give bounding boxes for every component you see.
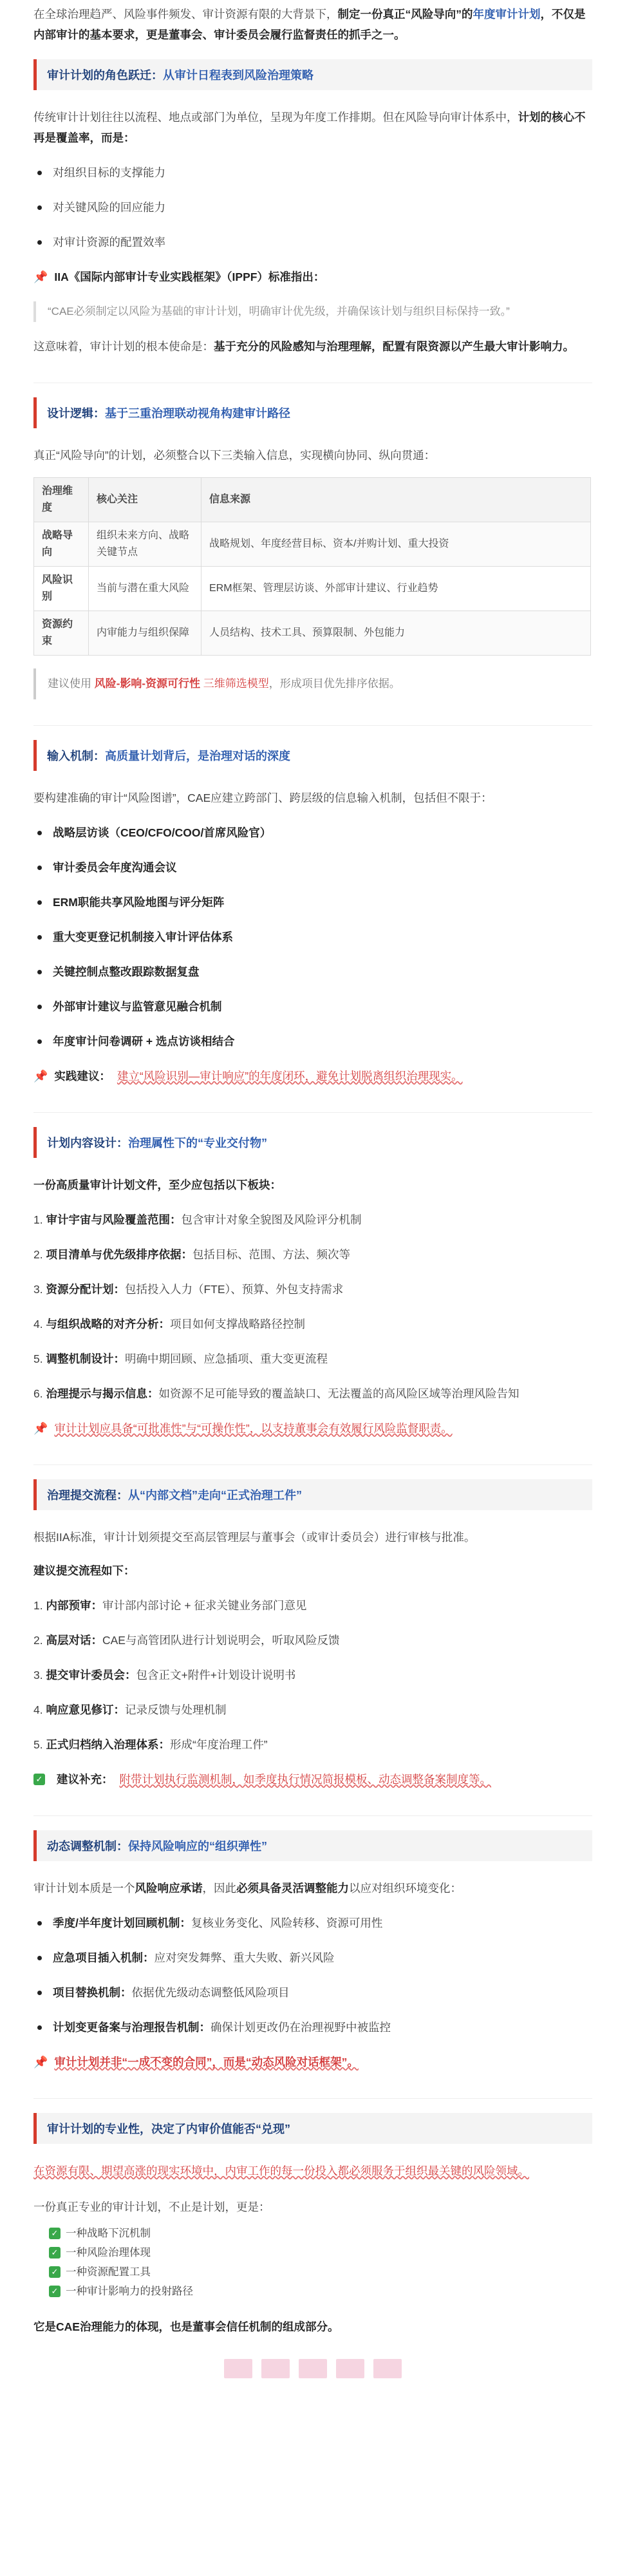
list-item: 审计委员会年度沟通会议	[33, 857, 592, 878]
s7-paragraph: 在资源有限、期望高涨的现实环境中，内审工作的每一份投入都必须服务于组织最关键的风险领域。	[33, 2164, 529, 2177]
s4-numbered-list	[33, 1209, 592, 1404]
list-item: ERM职能共享风险地图与评分矩阵	[33, 892, 592, 913]
list-item: 年度审计问卷调研 + 选点访谈相结合	[33, 1031, 592, 1052]
s4-paragraph: 一份高质量审计计划文件，至少应包括以下板块：	[33, 1179, 281, 1191]
list-item: 对关键风险的回应能力	[33, 197, 592, 218]
s1-bullet-list	[33, 162, 592, 252]
pushpin-icon: 📌	[33, 270, 48, 283]
list-item: 对审计资源的配置效率	[33, 232, 592, 252]
list-item: 3. 资源分配计划：包括投入人力（FTE）、预算、外包支持需求	[33, 1283, 344, 1296]
list-item: 计划变更备案与治理报告机制：确保计划更改仍在治理视野中被监控	[33, 2017, 592, 2038]
list-item: 重大变更登记机制接入审计评估体系	[33, 927, 592, 947]
checkbox-icon: ✓	[49, 2228, 61, 2239]
checkbox-icon: ✓	[49, 2266, 61, 2278]
table-row: 资源约束 内审能力与组织保障 人员结构、技术工具、预算限制、外包能力	[34, 611, 591, 656]
list-item: 5. 正式归档纳入治理体系：形成“年度治理工件”	[33, 1738, 268, 1751]
list-item: 3. 提交审计委员会：包含正文+附件+计划设计说明书	[33, 1669, 296, 1681]
s7-conclusion: 它是CAE治理能力的体现，也是董事会信任机制的组成部分。	[33, 2320, 339, 2333]
table-header: 核心关注	[89, 478, 201, 522]
list-item: 关键控制点整改跟踪数据复盘	[33, 961, 592, 982]
section-heading-3: 输入机制： 高质量计划背后，是治理对话的深度	[33, 740, 592, 771]
list-item: 2. 项目清单与优先级排序依据：包括目标、范围、方法、频次等	[33, 1248, 350, 1261]
table-row: 战略导向 组织未来方向、战略关键节点 战略规划、年度经营目标、资本/并购计划、重大投资	[34, 522, 591, 567]
s1-quote: “CAE必须制定以风险为基础的审计计划，明确审计优先级，并确保该计划与组织目标保持一致。”	[33, 301, 592, 322]
list-item: 项目替换机制：依据优先级动态调整低风险项目	[33, 1982, 592, 2003]
checkbox-icon: ✓	[49, 2286, 61, 2297]
s6-bullet-list	[33, 1913, 592, 2038]
s5-check-note: ✓ 建议补充： 附带计划执行监测机制，如季度执行情况简报模板、动态调整备案制度等。	[33, 1769, 592, 1790]
section-heading-4: 计划内容设计： 治理属性下的“专业交付物”	[33, 1127, 592, 1158]
table-header: 治理维度	[34, 478, 89, 522]
list-item: 季度/半年度计划回顾机制：复核业务变化、风险转移、资源可用性	[33, 1913, 592, 1933]
s3-bullet-list	[33, 822, 592, 1052]
list-item: 外部审计建议与监管意见融合机制	[33, 996, 592, 1017]
section-heading-1: 审计计划的角色跃迁： 从审计日程表到风险治理策略	[33, 59, 592, 90]
checkbox-icon: ✓	[33, 1774, 45, 1785]
list-item: 4. 响应意见修订：记录反馈与处理机制	[33, 1703, 227, 1716]
section-heading-6: 动态调整机制： 保持风险响应的“组织弹性”	[33, 1830, 592, 1861]
s4-pin-note: 📌 审计计划应具备“可批准性”与“可操作性”，以支持董事会有效履行风险监督职责。	[33, 1418, 592, 1439]
list-item: 4. 与组织战略的对齐分析：项目如何支撑战略路径控制	[33, 1318, 305, 1331]
s6-pin-note: 📌 审计计划并非“一成不变的合同”，而是“动态风险对话框架”。	[33, 2052, 592, 2072]
s1-paragraph: 传统审计计划往往以流程、地点或部门为单位，呈现为年度工作排期。但在风险导向审计体系中，计划的核心不再是覆盖率，而是：	[33, 111, 586, 144]
list-item: 1. 内部预审：审计部内部讨论 + 征求关键业务部门意见	[33, 1599, 307, 1612]
list-item: 应急项目插入机制：应对突发舞弊、重大失败、新兴风险	[33, 1947, 592, 1968]
list-item: ✓ 一种风险治理体现	[49, 2243, 592, 2262]
list-item: ✓ 一种资源配置工具	[49, 2262, 592, 2282]
section-heading-2: 设计逻辑： 基于三重治理联动视角构建审计路径	[33, 397, 592, 428]
list-item: 2. 高层对话：CAE与高管团队进行计划说明会，听取风险反馈	[33, 1634, 340, 1647]
list-item: ✓ 一种战略下沉机制	[49, 2224, 592, 2243]
s7-check-list	[49, 2224, 592, 2301]
list-item: 6. 治理提示与揭示信息：如资源不足可能导致的覆盖缺口、无法覆盖的高风险区域等治理风险告知	[33, 1387, 520, 1400]
s3-paragraph: 要构建准确的审计“风险图谱”，CAE应建立跨部门、跨层级的信息输入机制，包括但不限于：	[33, 791, 492, 804]
list-item: ✓ 一种审计影响力的投射路径	[49, 2282, 592, 2301]
s5-numbered-list	[33, 1595, 592, 1755]
pushpin-icon: 📌	[33, 1422, 48, 1435]
s5-subheading: 建议提交流程如下：	[33, 1564, 135, 1577]
pushpin-icon: 📌	[33, 2056, 48, 2069]
s7-paragraph-2: 一份真正专业的审计计划，不止是计划，更是：	[33, 2201, 270, 2213]
s6-paragraph: 审计计划本质是一个风险响应承诺，因此必须具备灵活调整能力以应对组织环境变化：	[33, 1882, 462, 1895]
table-row: 风险识别 当前与潜在重大风险 ERM框架、管理层访谈、外部审计建议、行业趋势	[34, 567, 591, 611]
list-item: 对组织目标的支撑能力	[33, 162, 592, 183]
checkbox-icon: ✓	[49, 2247, 61, 2259]
pushpin-icon: 📌	[33, 1070, 48, 1083]
blurred-footer	[33, 2359, 592, 2378]
list-item: 1. 审计宇宙与风险覆盖范围：包含审计对象全貌图及风险评分机制	[33, 1213, 362, 1226]
section-heading-7: 审计计划的专业性，决定了内审价值能否“兑现”	[33, 2113, 592, 2144]
s1-pin-note: 📌 IIA《国际内部审计专业实践框架》（IPPF）标准指出：	[33, 267, 592, 287]
list-item: 5. 调整机制设计：明确中期回顾、应急插项、重大变更流程	[33, 1352, 328, 1365]
s1-conclusion: 这意味着，审计计划的根本使命是：基于充分的风险感知与治理理解，配置有限资源以产生最大审计影响力。	[33, 340, 574, 353]
section-heading-5: 治理提交流程： 从“内部文档”走向“正式治理工件”	[33, 1479, 592, 1510]
governance-table	[33, 477, 591, 656]
intro-paragraph: 在全球治理趋严、风险事件频发、审计资源有限的大背景下，制定一份真正“风险导向”的年度审计计划，不仅是内部审计的基本要求，更是董事会、审计委员会履行监督责任的抓手之一。	[33, 8, 586, 41]
s5-paragraph: 根据IIA标准，审计计划须提交至高层管理层与董事会（或审计委员会）进行审核与批准。	[33, 1531, 476, 1544]
s2-paragraph: 真正“风险导向”的计划，必须整合以下三类输入信息，实现横向协同、纵向贯通：	[33, 449, 436, 462]
s3-pin-note: 📌 实践建议： 建立“风险识别—审计响应”的年度闭环，避免计划脱离组织治理现实。	[33, 1066, 592, 1086]
list-item: 战略层访谈（CEO/CFO/COO/首席风险官）	[33, 822, 592, 843]
s2-tip: 建议使用 风险-影响-资源可行性 三维筛选模型，形成项目优先排序依据。	[33, 668, 592, 699]
table-header: 信息来源	[201, 478, 591, 522]
